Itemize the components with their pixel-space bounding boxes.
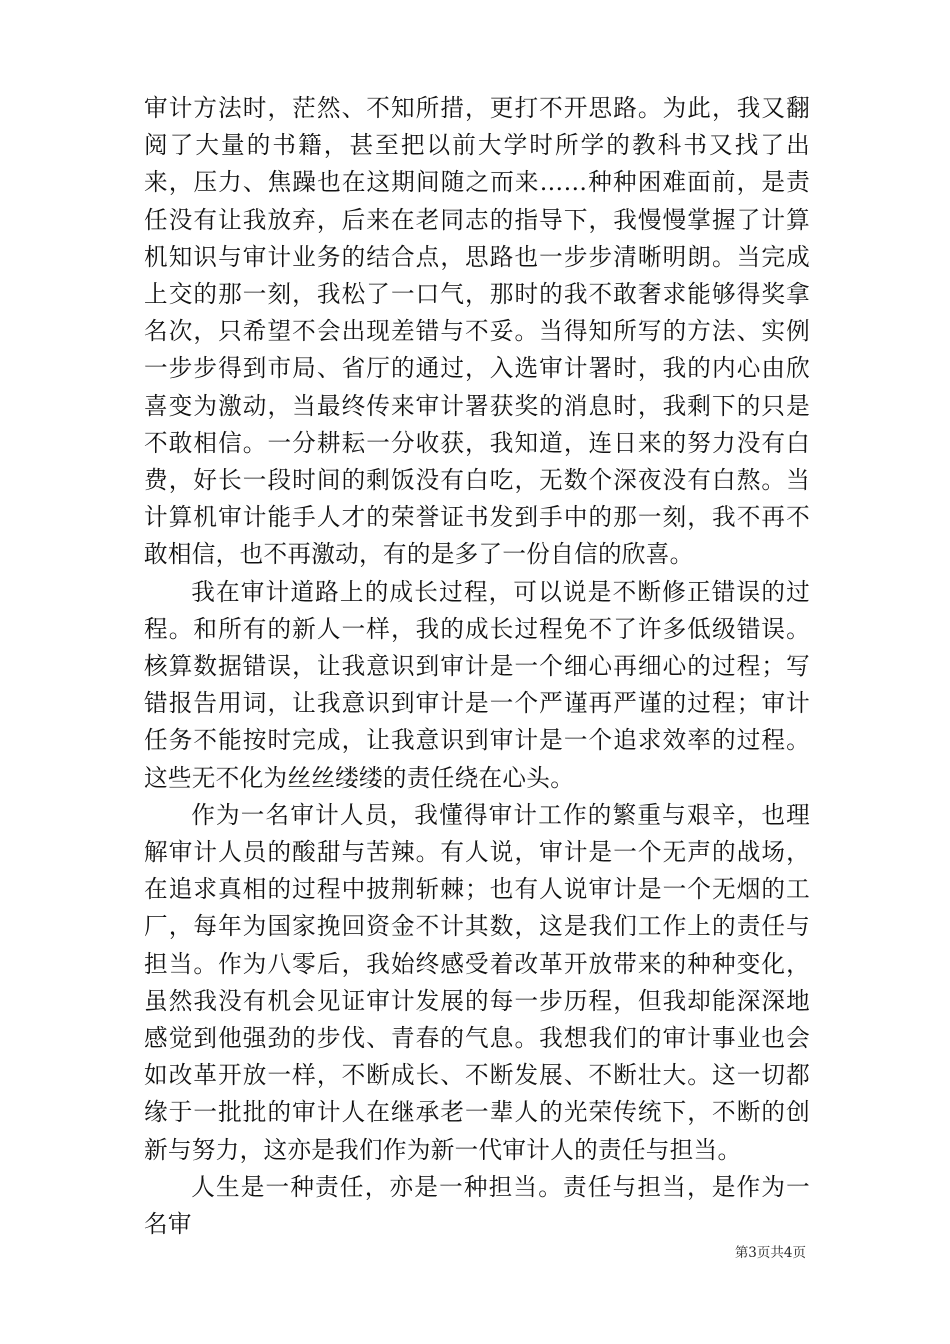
page-number-footer: 第3页共4页 [734, 1245, 806, 1261]
paragraph-1: 审计方法时，茫然、不知所措，更打不开思路。为此，我又翻阅了大量的书籍，甚至把以前大学时所学的教科书又找了出来，压力、焦躁也在这期间随之而来……种种困难面前，是责任没有让我放弃，后来在老同志的指导下，我慢慢掌握了计算机知识与审计业务的结合点，思路也一步步清晰明朗。当完成上交的那一刻，我松了一口气，那时的我不敢奢求能够得奖拿名次，只希望不会出现差错与不妥。当得知所写的方法、实例一步步得到市局、省厅的通过，入选审计署时，我的内心由欣喜变为激动，当最终传来审计署获奖的消息时，我剩下的只是不敢相信。一分耕耘一分收获，我知道，连日来的努力没有白费，好长一段时间的剩饭没有白吃，无数个深夜没有白熬。当计算机审计能手人才的荣誉证书发到手中的那一刻，我不再不敢相信，也不再激动，有的是多了一份自信的欣喜。 [144, 94, 810, 569]
paragraph-2: 我在审计道路上的成长过程，可以说是不断修正错误的过程。和所有的新人一样，我的成长过程免不了许多低级错误。核算数据错误，让我意识到审计是一个细心再细心的过程；写错报告用词，让我意识到审计是一个严谨再严谨的过程；审计任务不能按时完成，让我意识到审计是一个追求效率的过程。这些无不化为丝丝缕缕的责任绕在心头。 [144, 577, 810, 792]
paragraph-4: 人生是一种责任，亦是一种担当。责任与担当，是作为一名审 [144, 1172, 810, 1239]
paragraph-3: 作为一名审计人员，我懂得审计工作的繁重与艰辛，也理解审计人员的酸甜与苦辣。有人说，审计是一个无声的战场，在追求真相的过程中披荆斩棘；也有人说审计是一个无烟的工厂，每年为国家挽回资金不计其数，这是我们工作上的责任与担当。作为八零后，我始终感受着改革开放带来的种种变化，虽然我没有机会见证审计发展的每一步历程，但我却能深深地感觉到他强劲的步伐、青春的气息。我想我们的审计事业也会如改革开放一样，不断成长、不断发展、不断壮大。这一切都缘于一批批的审计人在继承老一辈人的光荣传统下，不断的创新与努力，这亦是我们作为新一代审计人的责任与担当。 [144, 800, 810, 1164]
document-body [144, 90, 810, 1243]
